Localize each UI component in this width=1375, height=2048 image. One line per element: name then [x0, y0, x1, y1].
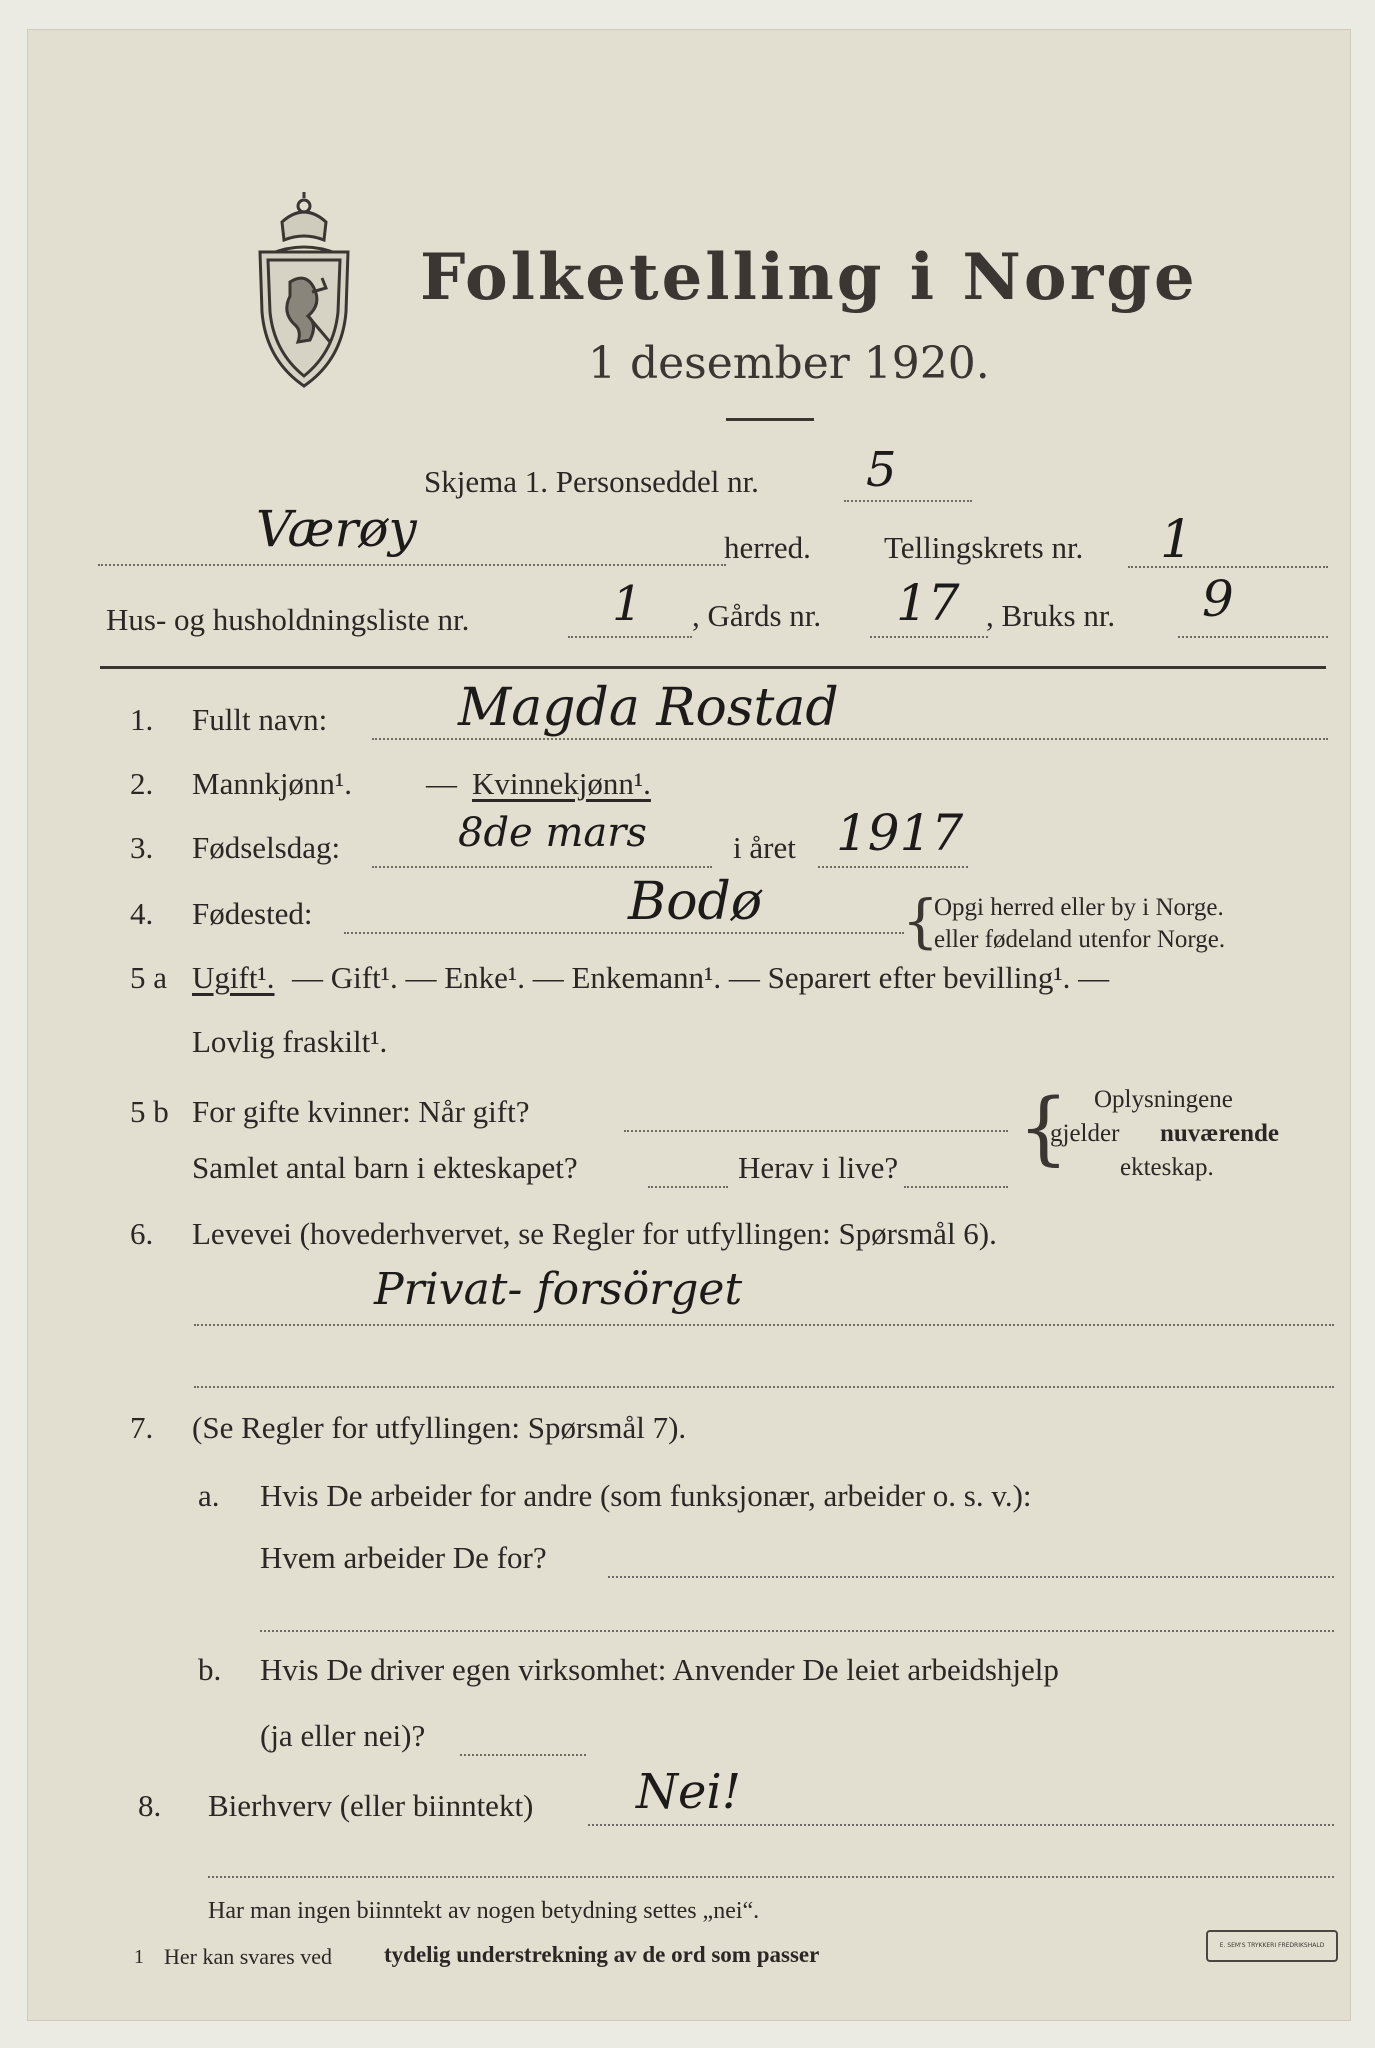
q6-line-1	[194, 1324, 1334, 1326]
q7b-line2-dots	[460, 1754, 586, 1756]
q5b-line2a: Samlet antal barn i ekteskapet?	[192, 1150, 578, 1185]
bruks-line	[1178, 636, 1328, 638]
skjema-label: Skjema 1. Personseddel nr.	[424, 464, 759, 499]
footnote-text-b: tydelig understrekning av de ord som passer	[384, 1942, 820, 1967]
q7a-letter: a.	[198, 1478, 220, 1513]
q5a-ugift: Ugift¹.	[192, 960, 275, 995]
q8-number: 8.	[138, 1788, 162, 1823]
personseddel-nr: 5	[866, 442, 897, 498]
q5b-line1-dots	[624, 1130, 1008, 1132]
herred-value: Værøy	[256, 500, 417, 558]
printer-text: E. SEM'S TRYKKERI FREDRIKSHALD	[1219, 1941, 1325, 1949]
q1-label: Fullt navn:	[192, 702, 328, 737]
census-form-sheet	[28, 30, 1350, 2020]
q5b-line2b-dots	[904, 1186, 1008, 1188]
herred-label: herred.	[724, 530, 811, 565]
q7b-line1: Hvis De driver egen virksomhet: Anvender De leiet arbeidshjelp	[260, 1652, 1059, 1687]
q8-line	[588, 1824, 1334, 1826]
q2-sep: —	[426, 766, 457, 801]
q5b-note-2a: gjelder	[1050, 1120, 1120, 1147]
gards-label: , Gårds nr.	[692, 598, 822, 633]
tellingskrets-label: Tellingskrets nr.	[884, 530, 1084, 565]
herred-line	[98, 564, 726, 566]
q4-label: Fødested:	[192, 896, 313, 931]
hus-nr: 1	[612, 576, 643, 632]
q1-line	[372, 738, 1328, 740]
q2-number: 2.	[130, 766, 154, 801]
q5b-note-2b: nuværende	[1160, 1120, 1280, 1147]
q5b-line2b: Herav i live?	[738, 1150, 899, 1185]
q4-note-2: eller fødeland utenfor Norge.	[934, 926, 1226, 953]
q6-line-2	[194, 1386, 1334, 1388]
bruks-nr: 9	[1202, 570, 1234, 628]
q2-male: Mannkjønn¹.	[192, 766, 352, 801]
q6-number: 6.	[130, 1216, 154, 1251]
coat-of-arms-icon	[252, 192, 356, 392]
q7a-line3-dots	[260, 1630, 1334, 1632]
q7-label: (Se Regler for utfyllingen: Spørsmål 7).	[192, 1410, 687, 1445]
gards-nr: 17	[896, 574, 960, 632]
q5b-note-3: ekteskap.	[1120, 1154, 1214, 1181]
q4-note-1: Opgi herred eller by i Norge.	[934, 894, 1224, 921]
q4-answer: Bodø	[628, 872, 763, 932]
q4-number: 4.	[130, 896, 154, 931]
q3-year-label: i året	[733, 830, 796, 865]
q5b-number: 5 b	[130, 1094, 169, 1129]
q3-year: 1917	[836, 804, 964, 862]
tellingskrets-nr: 1	[1160, 510, 1194, 570]
q7b-line2: (ja eller nei)?	[260, 1718, 426, 1753]
q7b-letter: b.	[198, 1652, 222, 1687]
q3-label: Fødselsdag:	[192, 830, 341, 865]
q5b-brace: {	[1018, 1081, 1069, 1174]
q5b-note-1: Oplysningene	[1094, 1086, 1233, 1113]
q5a-options: — Gift¹. — Enke¹. — Enkemann¹. — Separert efter bevilling¹. —	[292, 960, 1110, 995]
q8-label: Bierhverv (eller biinntekt)	[208, 1788, 534, 1823]
q7a-line2-dots	[608, 1576, 1334, 1578]
printer-stamp	[1206, 1930, 1338, 1962]
personseddel-line	[844, 500, 972, 502]
title-divider	[726, 418, 814, 421]
q5a-number: 5 a	[130, 960, 168, 995]
q7a-line2: Hvem arbeider De for?	[260, 1540, 547, 1575]
q4-brace: {	[902, 887, 939, 955]
q5b-line1: For gifte kvinner: Når gift?	[192, 1094, 530, 1129]
q2-female: Kvinnekjønn¹.	[472, 766, 651, 801]
bruks-label: , Bruks nr.	[986, 598, 1116, 633]
q3-line	[372, 866, 712, 868]
q5a-line2: Lovlig fraskilt¹.	[192, 1024, 388, 1059]
q7a-line1: Hvis De arbeider for andre (som funksjonær, arbeider o. s. v.):	[260, 1478, 1032, 1513]
tellingskrets-line	[1128, 566, 1328, 568]
gards-line	[870, 636, 988, 638]
q7-number: 7.	[130, 1410, 154, 1445]
q3-number: 3.	[130, 830, 154, 865]
form-title: Folketelling i Norge	[420, 240, 1198, 315]
q4-line	[344, 932, 904, 934]
q1-answer: Magda Rostad	[458, 678, 839, 738]
hus-line	[568, 636, 692, 638]
census-date: 1 desember 1920.	[588, 338, 990, 389]
q6-answer: Privat- forsörget	[374, 1264, 743, 1315]
q5b-line2a-dots	[648, 1186, 728, 1188]
q8-line-2	[208, 1876, 1334, 1878]
q3-answer: 8de mars	[458, 810, 647, 856]
footer-note: Har man ingen biinntekt av nogen betydning settes „nei“.	[208, 1898, 760, 1924]
q6-label: Levevei (hovederhvervet, se Regler for utfyllingen: Spørsmål 6).	[192, 1216, 997, 1251]
footnote-text-a: Her kan svares ved	[164, 1944, 332, 1969]
hus-label: Hus- og husholdningsliste nr.	[106, 602, 470, 637]
q8-answer: Nei!	[636, 1764, 742, 1820]
q3-year-line	[818, 866, 968, 868]
footnote-number: 1	[134, 1946, 144, 1968]
header-divider	[100, 666, 1326, 669]
q1-number: 1.	[130, 702, 154, 737]
